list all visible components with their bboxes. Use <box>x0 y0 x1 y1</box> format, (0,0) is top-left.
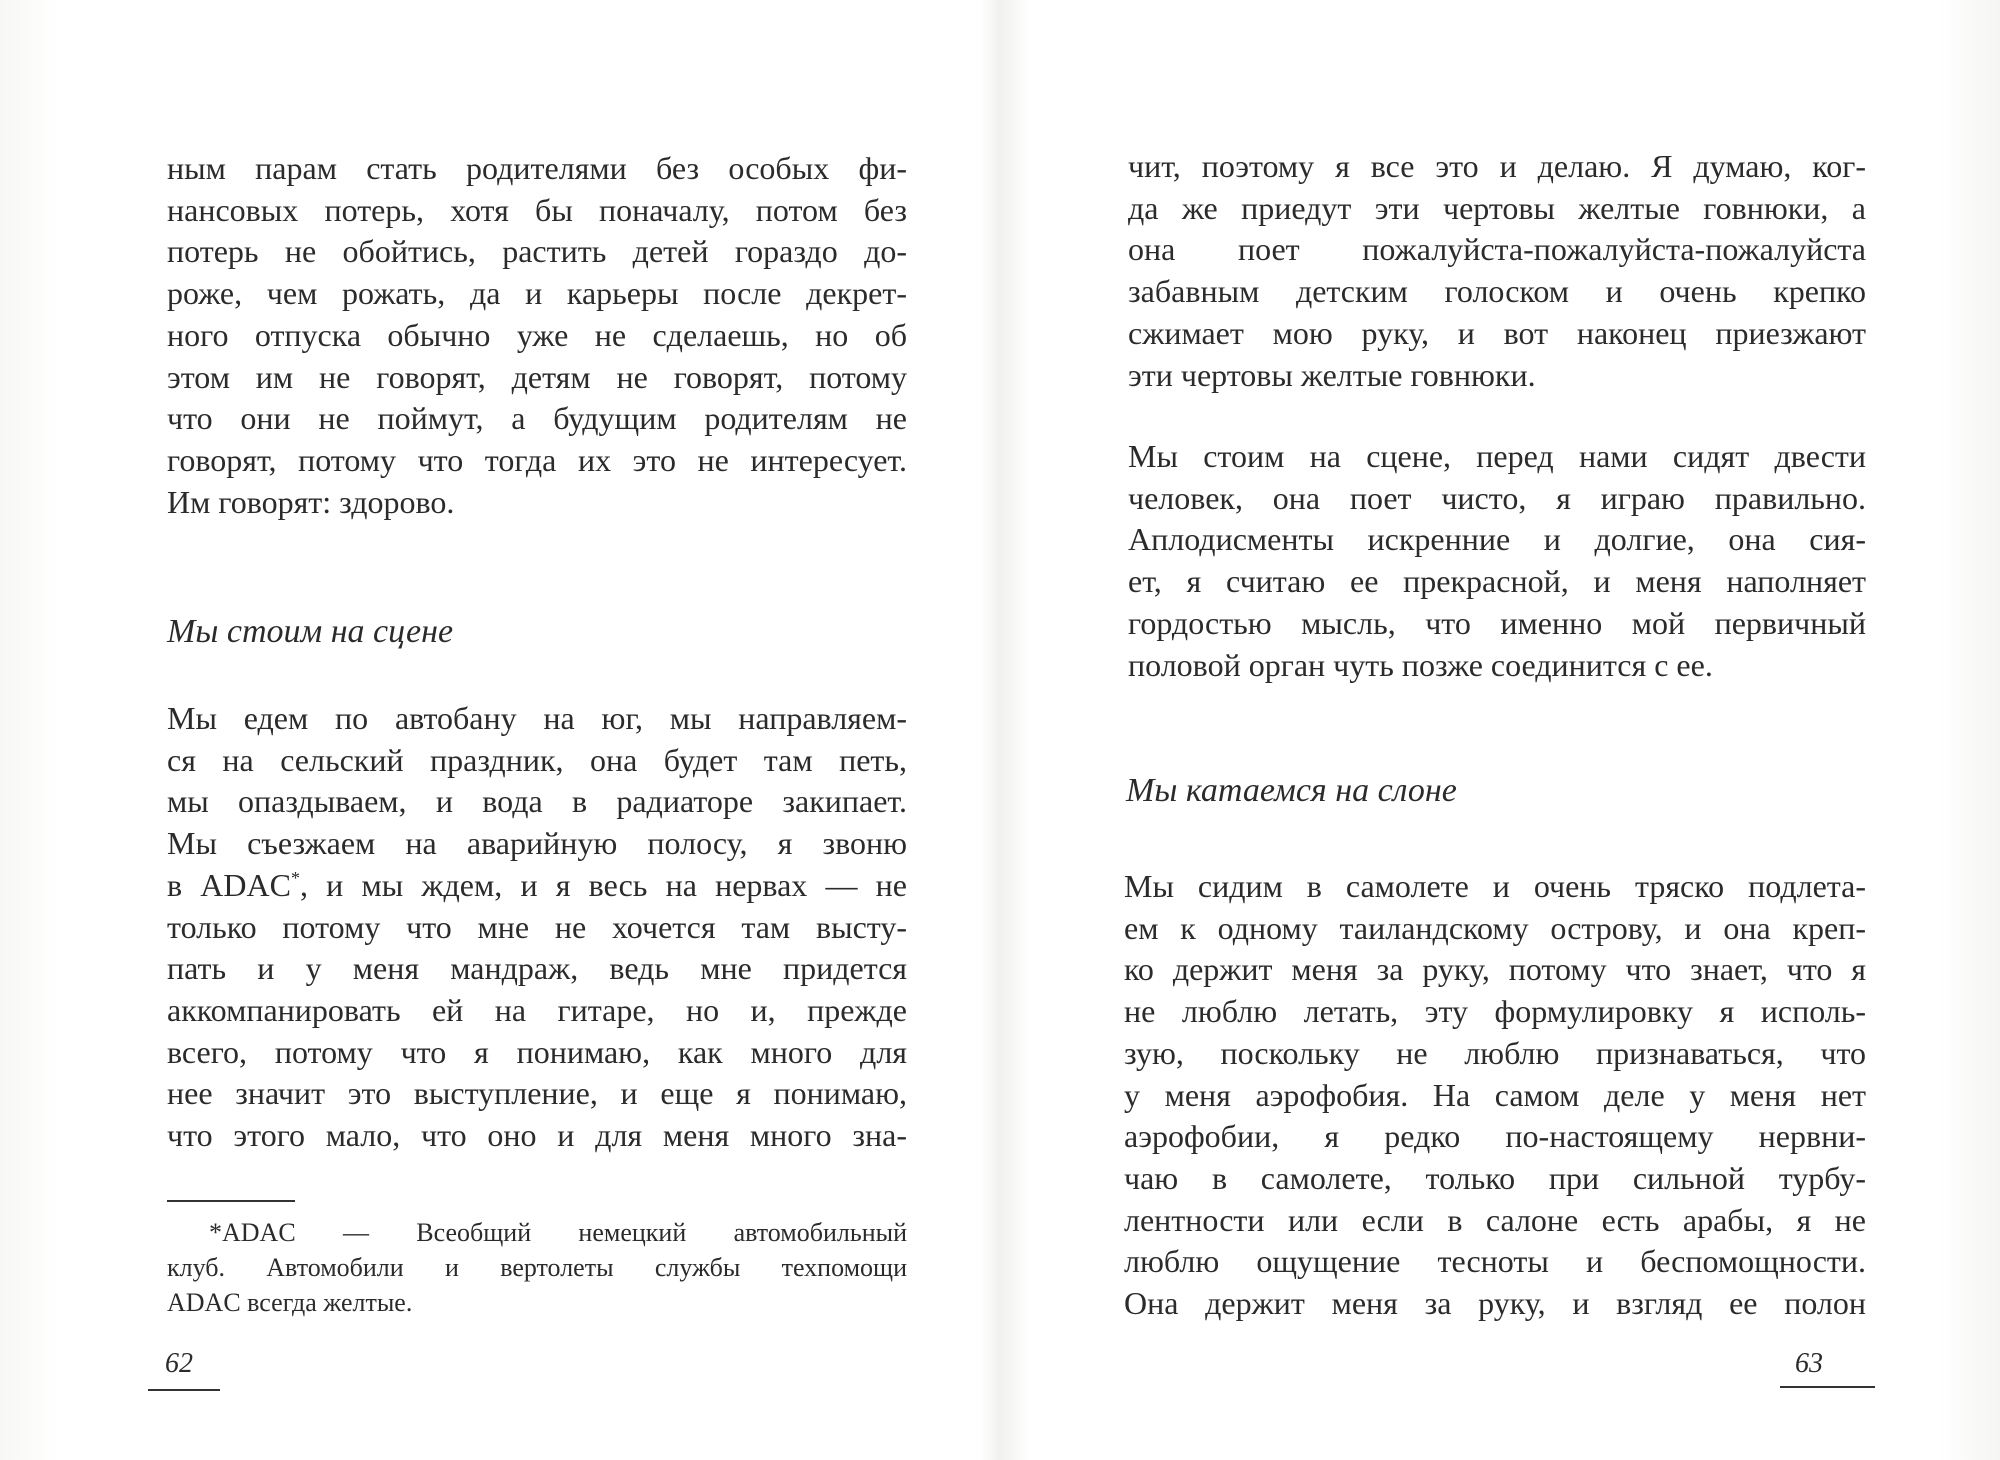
text-line: ет, я считаю ее прекрасной, и меня наполняет <box>1128 563 1866 600</box>
text-line: лентности или если в салоне есть арабы, я не <box>1124 1201 1866 1238</box>
text-line: всего, потому что я понимаю, как много для <box>167 1033 907 1070</box>
text-line: сжимает мою руку, и вот наконец приезжают <box>1128 314 1866 351</box>
text-line: эти чертовы желтые говнюки. <box>1128 356 1536 393</box>
text-line: Мы едем по автобану на юг, мы направляем- <box>167 700 907 736</box>
footnote-divider <box>167 1200 295 1202</box>
footnote-line: клуб. Автомобили и вертолеты службы техпомощи <box>167 1253 907 1282</box>
text-line: Она держит меня за руку, и взгляд ее полон <box>1124 1285 1866 1322</box>
text-fragment: в ADAC <box>167 866 291 903</box>
footnote-marker: * <box>290 867 300 888</box>
text-line: чит, поэтому я все это и делаю. Я думаю, ког- <box>1128 148 1866 184</box>
text-line: пать и у меня мандраж, ведь мне придется <box>167 950 907 987</box>
text-line: нее значит это выступление, и еще я понимаю, <box>167 1075 907 1112</box>
text-line: чаю в самолете, только при сильной турбу- <box>1124 1159 1866 1196</box>
right-paragraph-2 <box>1128 436 1866 686</box>
text-line: человек, она поет чисто, я играю правильно. <box>1128 479 1866 516</box>
text-line: ся на сельский праздник, она будет там петь, <box>167 741 907 778</box>
text-line: зую, поскольку не люблю признаваться, что <box>1124 1034 1866 1071</box>
text-line: Аплодисменты искренние и долгие, она сия- <box>1128 521 1866 558</box>
text-line: гордостью мысль, что именно мой первичный <box>1128 604 1866 641</box>
text-line: ного отпуска обычно уже не сделаешь, но об <box>167 316 907 353</box>
section-heading: Мы катаемся на слоне <box>1126 772 1457 809</box>
text-line: говорят, потому что тогда их это не интересует. <box>167 441 907 478</box>
text-line: Им говорят: здорово. <box>167 483 455 520</box>
text-line: люблю ощущение тесноты и беспомощности. <box>1124 1243 1866 1280</box>
text-line: только потому что мне не хочется там высту- <box>167 908 907 945</box>
text-line: ко держит меня за руку, потому что знает, что я <box>1124 951 1866 988</box>
text-fragment: , и мы ждем, и я весь на нервах — не <box>299 866 907 903</box>
text-line-with-footnote <box>167 865 907 907</box>
text-line: у меня аэрофобия. На самом деле у меня нет <box>1124 1076 1866 1113</box>
footnote-line: ADAC всегда желтые. <box>167 1288 413 1317</box>
text-line: аккомпанировать ей на гитаре, но и, прежде <box>167 991 907 1028</box>
text-line: мы опаздываем, и вода в радиаторе закипает. <box>167 783 907 820</box>
text-line: нансовых потерь, хотя бы поначалу, потом без <box>167 191 907 228</box>
text-line: что они не поймут, а будущим родителям не <box>167 400 907 437</box>
text-line: роже, чем рожать, да и карьеры после декрет- <box>167 275 907 312</box>
text-line: забавным детским голоском и очень крепко <box>1128 273 1866 310</box>
text-line: потерь не обойтись, растить детей гораздо до- <box>167 233 907 270</box>
text-line: что этого мало, что оно и для меня много зна- <box>167 1117 907 1154</box>
right-paragraph-3 <box>1124 866 1866 1325</box>
page-number: 63 <box>1795 1348 1823 1379</box>
section-heading: Мы стоим на сцене <box>167 613 454 650</box>
text-line: она поет пожалуйста-пожалуйста-пожалуйста <box>1128 231 1866 268</box>
page-number-rule <box>1780 1386 1875 1388</box>
text-line: ем к одному таиландскому острову, и она креп- <box>1124 909 1866 946</box>
text-line: Мы съезжаем на аварийную полосу, я звоню <box>167 825 907 862</box>
text-line: да же приедут эти чертовы желтые говнюки, а <box>1128 189 1866 226</box>
footnote-line: *ADAC — Всеобщий немецкий автомобильный <box>209 1218 907 1247</box>
right-page <box>1000 0 2000 1460</box>
text-line: не люблю летать, эту формулировку я исполь- <box>1124 993 1866 1030</box>
right-paragraph-1 <box>1128 146 1866 396</box>
text-line: этом им не говорят, детям не говорят, потому <box>167 358 907 395</box>
page-number: 62 <box>165 1348 193 1379</box>
footnote <box>167 1215 907 1320</box>
text-line: ным парам стать родителями без особых фи- <box>167 150 907 186</box>
left-paragraph-1 <box>167 148 907 523</box>
text-line: Мы стоим на сцене, перед нами сидят двести <box>1128 438 1866 474</box>
text-line: Мы сидим в самолете и очень тряско подлета- <box>1124 868 1866 904</box>
text-line: аэрофобии, я редко по-настоящему нервни- <box>1124 1118 1866 1155</box>
text-line: половой орган чуть позже соединится с ее. <box>1128 646 1713 683</box>
page-number-rule <box>148 1389 220 1391</box>
left-paragraph-2 <box>167 698 907 1157</box>
